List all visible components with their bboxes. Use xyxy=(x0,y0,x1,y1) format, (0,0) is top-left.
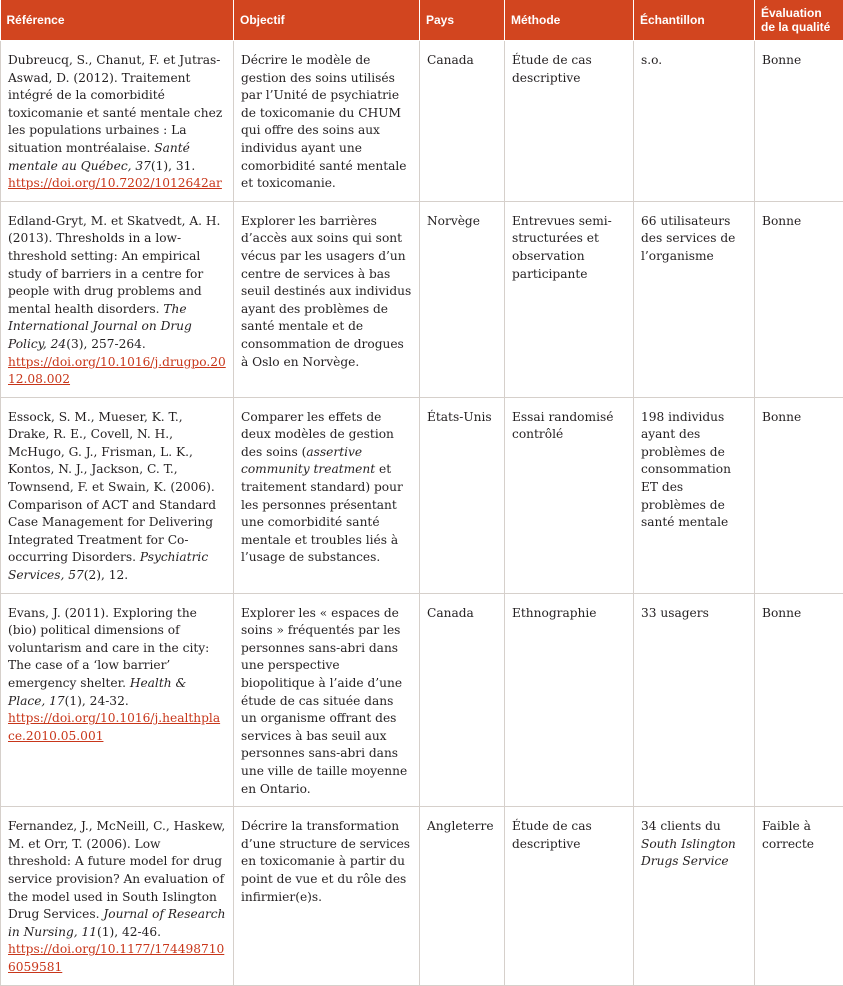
reference-text: Evans, J. (2011). Exploring the (bio) political dimensions of voluntarism and care in the city: The case of a ‘low barrier’ emergency shelter. xyxy=(8,606,209,690)
cell-evaluation: Bonne xyxy=(755,397,843,593)
doi-link[interactable]: https://doi.org/10.1177/1744987106059581 xyxy=(8,942,224,974)
reference-text: Dubreucq, S., Chanut, F. et Jutras-Aswad, D. (2012). Traitement intégré de la comorbidité toxicomanie et santé mentale chez les populations urbaines : La situation montréalaise. xyxy=(8,53,222,155)
header-methode: Méthode xyxy=(505,0,634,41)
cell-reference xyxy=(1,593,234,807)
header-pays: Pays xyxy=(420,0,505,41)
reference-journal: The International Journal on Drug Policy, 24 xyxy=(8,302,192,351)
table-row xyxy=(1,397,843,593)
reference-text: Edland-Gryt, M. et Skatvedt, A. H. (2013). Thresholds in a low-threshold setting: An empirical study of barriers in a centre for people with drug problems and mental health disorders. xyxy=(8,214,220,316)
objectif-text: Comparer les effets de deux modèles de gestion des soins ( xyxy=(241,410,394,459)
reference-issue: (2), 12. xyxy=(84,568,128,582)
header-reference: Référence xyxy=(1,0,234,41)
table-row xyxy=(1,201,843,397)
doi-link[interactable]: https://doi.org/10.1016/j.healthplace.2010.05.001 xyxy=(8,711,220,743)
cell-evaluation: Faible à correcte xyxy=(755,807,843,985)
doi-link[interactable]: https://doi.org/10.7202/1012642ar xyxy=(8,176,222,190)
cell-echantillon: 66 utilisateurs des services de l’organisme xyxy=(634,201,755,397)
cell-echantillon: 33 usagers xyxy=(634,593,755,807)
objectif-italic: assertive community treatment xyxy=(241,445,375,477)
cell-evaluation: Bonne xyxy=(755,41,843,202)
cell-evaluation: Bonne xyxy=(755,201,843,397)
reference-issue: (1), 24-32. xyxy=(65,694,129,708)
cell-objectif: Décrire le modèle de gestion des soins utilisés par l’Unité de psychiatrie de toxicomanie du CHUM qui offre des soins aux individus ayant une comorbidité santé mentale et toxicomanie. xyxy=(234,41,420,202)
table-header xyxy=(1,0,843,41)
objectif-text-end: et traitement standard) pour les personnes présentant une comorbidité santé mentale et troubles liés à l’usage de substances. xyxy=(241,462,403,564)
echantillon-italic: South Islington Drugs Service xyxy=(641,837,736,869)
reference-text: Essock, S. M., Mueser, K. T., Drake, R. E., Covell, N. H., McHugo, G. J., Frisman, L. K., Kontos, N. J., Jackson, C. T., Townsend, F. et Swain, K. (2006). Comparison of ACT and Standard Case Management for Delivering Integrated Treatment for Co-occurring Disorders. xyxy=(8,410,216,565)
reference-text: Fernandez, J., McNeill, C., Haskew, M. et Orr, T. (2006). Low threshold: A future model for drug service provision? An evaluation of the model used in South Islington Drug Services. xyxy=(8,819,225,921)
cell-reference xyxy=(1,201,234,397)
echantillon-text: 34 clients du xyxy=(641,819,721,833)
cell-objectif: Décrire la transformation d’une structure de services en toxicomanie à partir du point de vue et du rôle des infirmier(e)s. xyxy=(234,807,420,985)
cell-evaluation: Bonne xyxy=(755,593,843,807)
reference-issue: (3), 257-264. xyxy=(66,337,146,351)
cell-echantillon: s.o. xyxy=(634,41,755,202)
cell-pays: Canada xyxy=(420,593,505,807)
cell-objectif: Explorer les « espaces de soins » fréquentés par les personnes sans-abri dans une perspective biopolitique à l’aide d’une étude de cas située dans un organisme offrant des services à bas seuil aux personnes sans-abri dans une ville de taille moyenne en Ontario. xyxy=(234,593,420,807)
reference-journal: Journal of Research in Nursing, 11 xyxy=(8,907,225,939)
cell-methode: Essai randomisé contrôlé xyxy=(505,397,634,593)
cell-echantillon xyxy=(634,807,755,985)
cell-objectif xyxy=(234,397,420,593)
reference-journal: Health & Place, 17 xyxy=(8,676,186,708)
cell-pays: États-Unis xyxy=(420,397,505,593)
cell-pays: Angleterre xyxy=(420,807,505,985)
cell-methode: Entrevues semi-structurées et observation participante xyxy=(505,201,634,397)
reference-issue: (1), 42-46. xyxy=(97,925,161,939)
table-body xyxy=(1,41,843,986)
cell-pays: Canada xyxy=(420,41,505,202)
cell-reference xyxy=(1,807,234,985)
table-row xyxy=(1,593,843,807)
header-row xyxy=(1,0,843,41)
cell-pays: Norvège xyxy=(420,201,505,397)
cell-methode: Étude de cas descriptive xyxy=(505,41,634,202)
doi-link[interactable]: https://doi.org/10.1016/j.drugpo.2012.08.002 xyxy=(8,355,226,387)
header-evaluation: Évaluation de la qualité xyxy=(755,0,843,41)
cell-reference xyxy=(1,397,234,593)
reference-journal: Santé mentale au Québec, 37 xyxy=(8,141,190,173)
header-echantillon: Échantillon xyxy=(634,0,755,41)
table-row xyxy=(1,807,843,985)
table-row xyxy=(1,41,843,202)
cell-reference xyxy=(1,41,234,202)
cell-methode: Étude de cas descriptive xyxy=(505,807,634,985)
reference-issue: (1), 31. xyxy=(151,159,195,173)
header-objectif: Objectif xyxy=(234,0,420,41)
cell-echantillon: 198 individus ayant des problèmes de consommation ET des problèmes de santé mentale xyxy=(634,397,755,593)
cell-methode: Ethnographie xyxy=(505,593,634,807)
reference-journal: Psychiatric Services, 57 xyxy=(8,550,208,582)
cell-objectif: Explorer les barrières d’accès aux soins qui sont vécus par les usagers d’un centre de services à bas seuil destinés aux individus ayant des problèmes de santé mentale et de consommation de drogues à Oslo en Norvège. xyxy=(234,201,420,397)
